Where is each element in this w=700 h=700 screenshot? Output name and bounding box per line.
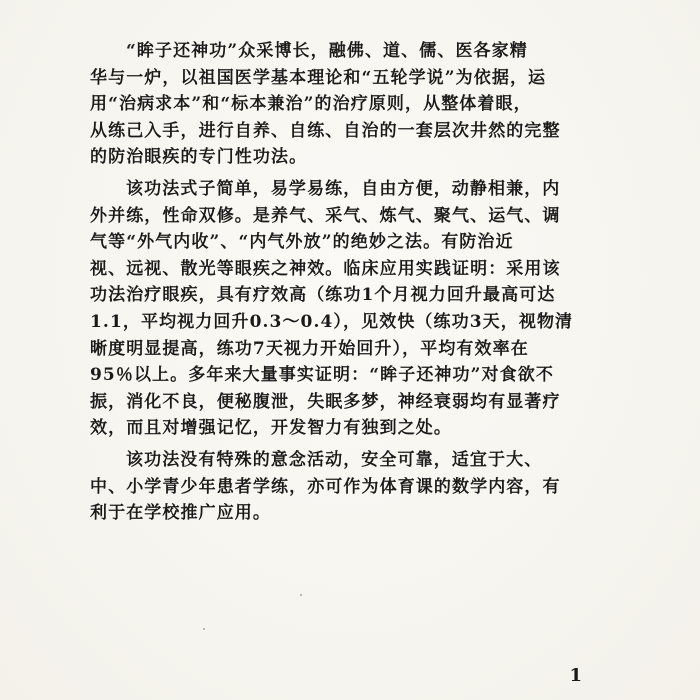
paragraph-1 — [90, 38, 610, 171]
text-line: 利于在学校推广应用。 — [90, 503, 271, 524]
body-text — [90, 38, 610, 527]
text-line: 华与一炉，以祖国医学基本理论和“五轮学说”为依据，运 — [90, 67, 547, 88]
text-line: 95％以上。多年来大量事实证明：“眸子还神功”对食欲不 — [90, 365, 554, 386]
page-number: 1 — [569, 665, 582, 686]
text-line: 外并练，性命双修。是养气、采气、炼气、聚气、运气、调 — [90, 205, 561, 226]
text-line: 视、远视、散光等眼疾之神效。临床应用实践证明：采用该 — [90, 258, 561, 279]
paragraph-3 — [90, 447, 610, 527]
text-line: 气等“外气内收”、“内气外放”的绝妙之法。有防治近 — [90, 232, 514, 253]
text-line: 1.1，平均视力回升0.3～0.4），见效快（练功3天，视物清 — [90, 311, 574, 332]
text-line: 中、小学青少年患者学练，亦可作为体育课的数学内容，有 — [90, 476, 561, 497]
text-line: 晰度明显提高，练功7天视力开始回升），平均有效率在 — [90, 338, 529, 359]
text-line: 用“治病求本”和“标本兼治”的治疗原则，从整体着眼， — [90, 94, 532, 115]
text-line: 功法治疗眼疾，具有疗效高（练功1个月视力回升最高可达 — [90, 285, 556, 306]
text-line: 该功法没有特殊的意念活动，安全可靠，适宜于大、 — [126, 449, 543, 470]
text-line: 从练己入手，进行自养、自练、自治的一套层次井然的完整 — [90, 120, 561, 141]
scan-speck — [203, 628, 205, 630]
scan-speck — [300, 594, 302, 596]
text-line: “眸子还神功”众采博长，融佛、道、儒、医各家精 — [126, 41, 528, 61]
paragraph-2 — [90, 176, 610, 442]
text-line: 振，消化不良，便秘腹泄，失眠多梦，神经衰弱均有显著疗 — [90, 391, 561, 412]
text-line: 的防治眼疾的专门性功法。 — [90, 147, 308, 168]
text-line: 该功法式子简单，易学易练，自由方便，动静相兼，内 — [126, 178, 561, 199]
text-line: 效，而且对增强记忆，开发智力有独到之处。 — [90, 418, 452, 439]
